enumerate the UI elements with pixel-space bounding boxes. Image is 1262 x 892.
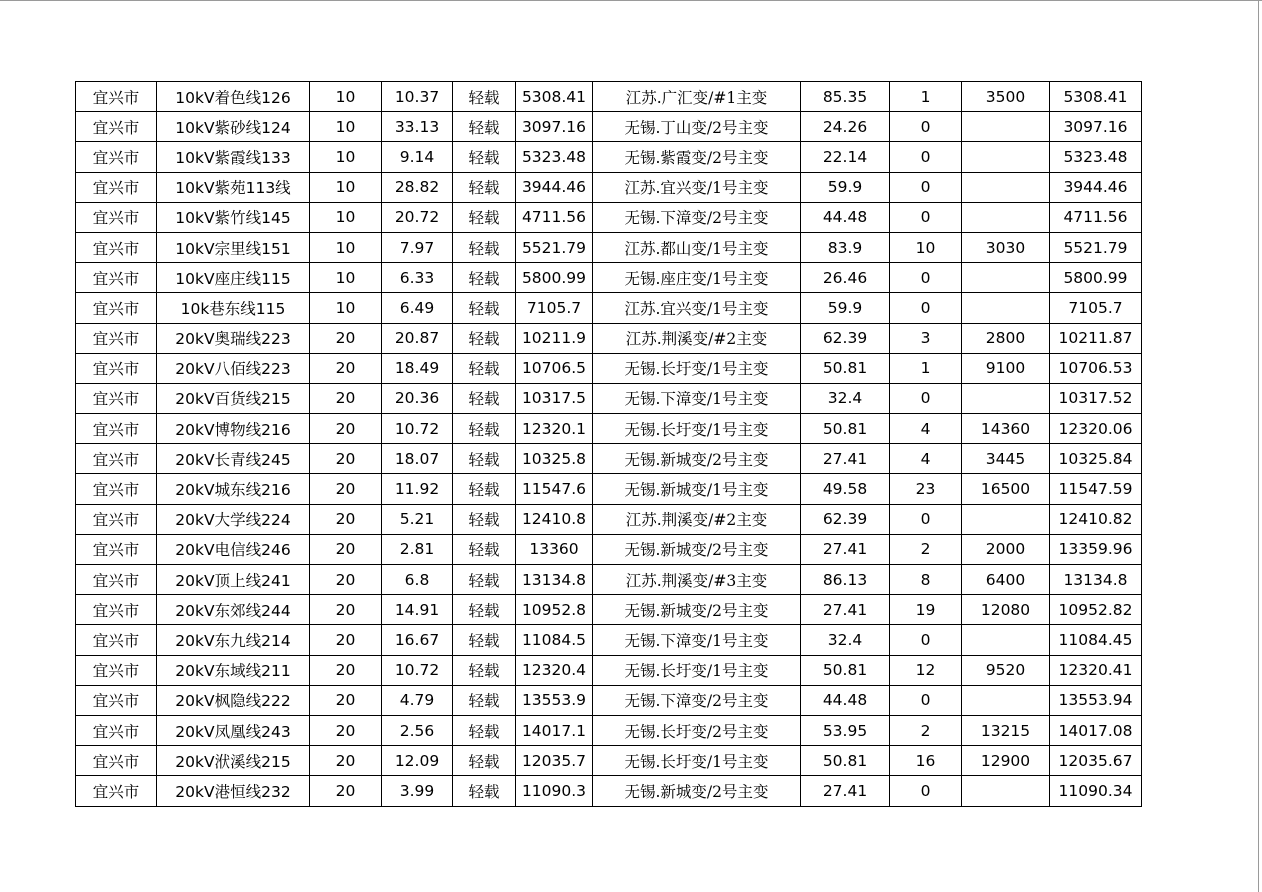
table-row <box>76 534 1142 564</box>
line-name-cell: 20kV东九线214 <box>157 625 310 655</box>
total-cell: 3097.16 <box>1050 112 1142 142</box>
load-rate-cell: 50.81 <box>801 655 890 685</box>
load-rate-cell: 83.9 <box>801 232 890 262</box>
table-row <box>76 625 1142 655</box>
total-cell: 5800.99 <box>1050 263 1142 293</box>
count-cell: 12 <box>890 655 962 685</box>
length-cell: 4.79 <box>382 685 453 715</box>
city-cell: 宜兴市 <box>76 142 157 172</box>
line-name-cell: 10kV着色线126 <box>157 82 310 112</box>
count-cell: 1 <box>890 82 962 112</box>
count-cell: 3 <box>890 323 962 353</box>
table-row <box>76 232 1142 262</box>
city-cell: 宜兴市 <box>76 595 157 625</box>
city-cell: 宜兴市 <box>76 625 157 655</box>
load-value-cell: 5521.79 <box>516 232 593 262</box>
table-body <box>76 82 1142 807</box>
load-rate-cell: 59.9 <box>801 293 890 323</box>
line-name-cell: 20kV凤凰线243 <box>157 715 310 745</box>
table-row <box>76 715 1142 745</box>
load-value-cell: 10952.8 <box>516 595 593 625</box>
total-cell: 13134.8 <box>1050 565 1142 595</box>
load-value-cell: 10211.9 <box>516 323 593 353</box>
city-cell: 宜兴市 <box>76 353 157 383</box>
load-rate-cell: 50.81 <box>801 746 890 776</box>
capacity-cell: 16500 <box>962 474 1050 504</box>
load-rate-cell: 27.41 <box>801 444 890 474</box>
length-cell: 10.72 <box>382 655 453 685</box>
line-name-cell: 20kV电信线246 <box>157 534 310 564</box>
length-cell: 3.99 <box>382 776 453 806</box>
load-status-cell: 轻载 <box>453 202 516 232</box>
table-row <box>76 202 1142 232</box>
substation-cell: 无锡.长圩变/1号主变 <box>593 655 801 685</box>
voltage-cell: 10 <box>310 82 382 112</box>
city-cell: 宜兴市 <box>76 202 157 232</box>
count-cell: 4 <box>890 414 962 444</box>
capacity-cell: 9100 <box>962 353 1050 383</box>
load-rate-cell: 27.41 <box>801 534 890 564</box>
table-row <box>76 444 1142 474</box>
substation-cell: 江苏.荆溪变/#3主变 <box>593 565 801 595</box>
line-name-cell: 20kV顶上线241 <box>157 565 310 595</box>
capacity-cell <box>962 263 1050 293</box>
line-name-cell: 20kV港恒线232 <box>157 776 310 806</box>
load-rate-cell: 27.41 <box>801 776 890 806</box>
voltage-cell: 20 <box>310 565 382 595</box>
total-cell: 4711.56 <box>1050 202 1142 232</box>
line-name-cell: 10kV宗里线151 <box>157 232 310 262</box>
table-row <box>76 82 1142 112</box>
total-cell: 10952.82 <box>1050 595 1142 625</box>
substation-cell: 江苏.荆溪变/#2主变 <box>593 504 801 534</box>
load-value-cell: 12320.4 <box>516 655 593 685</box>
line-name-cell: 20kV百货线215 <box>157 383 310 413</box>
load-status-cell: 轻载 <box>453 565 516 595</box>
city-cell: 宜兴市 <box>76 655 157 685</box>
length-cell: 10.72 <box>382 414 453 444</box>
count-cell: 0 <box>890 685 962 715</box>
load-value-cell: 13360 <box>516 534 593 564</box>
total-cell: 11084.45 <box>1050 625 1142 655</box>
capacity-cell: 3030 <box>962 232 1050 262</box>
voltage-cell: 20 <box>310 715 382 745</box>
count-cell: 0 <box>890 172 962 202</box>
city-cell: 宜兴市 <box>76 323 157 353</box>
substation-cell: 无锡.长圩变/2号主变 <box>593 715 801 745</box>
count-cell: 8 <box>890 565 962 595</box>
length-cell: 20.36 <box>382 383 453 413</box>
length-cell: 2.56 <box>382 715 453 745</box>
substation-cell: 江苏.都山变/1号主变 <box>593 232 801 262</box>
line-name-cell: 10kV紫苑113线 <box>157 172 310 202</box>
load-rate-cell: 26.46 <box>801 263 890 293</box>
capacity-cell: 12080 <box>962 595 1050 625</box>
length-cell: 6.8 <box>382 565 453 595</box>
line-name-cell: 20kV大学线224 <box>157 504 310 534</box>
feeder-load-table <box>75 81 1142 807</box>
load-value-cell: 10325.8 <box>516 444 593 474</box>
load-rate-cell: 59.9 <box>801 172 890 202</box>
load-status-cell: 轻载 <box>453 534 516 564</box>
load-value-cell: 12035.7 <box>516 746 593 776</box>
capacity-cell <box>962 625 1050 655</box>
load-value-cell: 10317.5 <box>516 383 593 413</box>
load-value-cell: 13553.9 <box>516 685 593 715</box>
capacity-cell: 13215 <box>962 715 1050 745</box>
substation-cell: 无锡.下漳变/1号主变 <box>593 625 801 655</box>
load-rate-cell: 44.48 <box>801 685 890 715</box>
capacity-cell <box>962 504 1050 534</box>
voltage-cell: 10 <box>310 142 382 172</box>
table-row <box>76 414 1142 444</box>
table-row <box>76 323 1142 353</box>
load-status-cell: 轻载 <box>453 82 516 112</box>
total-cell: 10317.52 <box>1050 383 1142 413</box>
substation-cell: 无锡.下漳变/1号主变 <box>593 383 801 413</box>
total-cell: 5308.41 <box>1050 82 1142 112</box>
line-name-cell: 20kV洑溪线215 <box>157 746 310 776</box>
count-cell: 2 <box>890 534 962 564</box>
length-cell: 9.14 <box>382 142 453 172</box>
load-status-cell: 轻载 <box>453 232 516 262</box>
total-cell: 10706.53 <box>1050 353 1142 383</box>
length-cell: 6.33 <box>382 263 453 293</box>
load-status-cell: 轻载 <box>453 293 516 323</box>
count-cell: 0 <box>890 625 962 655</box>
load-status-cell: 轻载 <box>453 172 516 202</box>
line-name-cell: 10kV紫竹线145 <box>157 202 310 232</box>
total-cell: 12035.67 <box>1050 746 1142 776</box>
substation-cell: 无锡.新城变/2号主变 <box>593 444 801 474</box>
voltage-cell: 20 <box>310 504 382 534</box>
city-cell: 宜兴市 <box>76 534 157 564</box>
count-cell: 2 <box>890 715 962 745</box>
load-status-cell: 轻载 <box>453 383 516 413</box>
total-cell: 5521.79 <box>1050 232 1142 262</box>
load-status-cell: 轻载 <box>453 444 516 474</box>
total-cell: 12410.82 <box>1050 504 1142 534</box>
line-name-cell: 10kV紫砂线124 <box>157 112 310 142</box>
total-cell: 5323.48 <box>1050 142 1142 172</box>
capacity-cell <box>962 202 1050 232</box>
count-cell: 0 <box>890 263 962 293</box>
load-value-cell: 5308.41 <box>516 82 593 112</box>
load-rate-cell: 62.39 <box>801 504 890 534</box>
city-cell: 宜兴市 <box>76 172 157 202</box>
substation-cell: 江苏.宜兴变/1号主变 <box>593 293 801 323</box>
voltage-cell: 20 <box>310 323 382 353</box>
load-rate-cell: 85.35 <box>801 82 890 112</box>
load-value-cell: 3097.16 <box>516 112 593 142</box>
total-cell: 10325.84 <box>1050 444 1142 474</box>
total-cell: 13359.96 <box>1050 534 1142 564</box>
table-row <box>76 776 1142 806</box>
substation-cell: 无锡.新城变/2号主变 <box>593 595 801 625</box>
load-value-cell: 5800.99 <box>516 263 593 293</box>
city-cell: 宜兴市 <box>76 474 157 504</box>
capacity-cell <box>962 142 1050 172</box>
load-value-cell: 7105.7 <box>516 293 593 323</box>
voltage-cell: 20 <box>310 685 382 715</box>
substation-cell: 无锡.长圩变/1号主变 <box>593 353 801 383</box>
count-cell: 1 <box>890 353 962 383</box>
voltage-cell: 20 <box>310 595 382 625</box>
substation-cell: 无锡.座庄变/1号主变 <box>593 263 801 293</box>
load-status-cell: 轻载 <box>453 112 516 142</box>
substation-cell: 江苏.广汇变/#1主变 <box>593 82 801 112</box>
table-row <box>76 504 1142 534</box>
length-cell: 7.97 <box>382 232 453 262</box>
load-status-cell: 轻载 <box>453 776 516 806</box>
count-cell: 4 <box>890 444 962 474</box>
load-status-cell: 轻载 <box>453 474 516 504</box>
line-name-cell: 20kV博物线216 <box>157 414 310 444</box>
voltage-cell: 20 <box>310 353 382 383</box>
length-cell: 5.21 <box>382 504 453 534</box>
total-cell: 13553.94 <box>1050 685 1142 715</box>
load-status-cell: 轻载 <box>453 595 516 625</box>
table-row <box>76 263 1142 293</box>
capacity-cell: 12900 <box>962 746 1050 776</box>
voltage-cell: 10 <box>310 263 382 293</box>
voltage-cell: 20 <box>310 655 382 685</box>
total-cell: 11547.59 <box>1050 474 1142 504</box>
line-name-cell: 20kV东域线211 <box>157 655 310 685</box>
substation-cell: 无锡.长圩变/1号主变 <box>593 414 801 444</box>
voltage-cell: 20 <box>310 414 382 444</box>
voltage-cell: 20 <box>310 444 382 474</box>
count-cell: 0 <box>890 504 962 534</box>
length-cell: 20.72 <box>382 202 453 232</box>
table-row <box>76 383 1142 413</box>
load-status-cell: 轻载 <box>453 655 516 685</box>
total-cell: 12320.06 <box>1050 414 1142 444</box>
load-rate-cell: 32.4 <box>801 383 890 413</box>
voltage-cell: 20 <box>310 383 382 413</box>
length-cell: 11.92 <box>382 474 453 504</box>
load-rate-cell: 22.14 <box>801 142 890 172</box>
city-cell: 宜兴市 <box>76 112 157 142</box>
load-rate-cell: 86.13 <box>801 565 890 595</box>
capacity-cell: 2000 <box>962 534 1050 564</box>
load-status-cell: 轻载 <box>453 323 516 353</box>
table-row <box>76 293 1142 323</box>
load-rate-cell: 53.95 <box>801 715 890 745</box>
capacity-cell <box>962 383 1050 413</box>
voltage-cell: 10 <box>310 112 382 142</box>
substation-cell: 江苏.宜兴变/1号主变 <box>593 172 801 202</box>
table-row <box>76 172 1142 202</box>
city-cell: 宜兴市 <box>76 504 157 534</box>
capacity-cell: 6400 <box>962 565 1050 595</box>
total-cell: 11090.34 <box>1050 776 1142 806</box>
line-name-cell: 10kV紫霞线133 <box>157 142 310 172</box>
substation-cell: 无锡.长圩变/1号主变 <box>593 746 801 776</box>
length-cell: 18.07 <box>382 444 453 474</box>
load-rate-cell: 50.81 <box>801 353 890 383</box>
table-row <box>76 474 1142 504</box>
voltage-cell: 20 <box>310 746 382 776</box>
count-cell: 0 <box>890 293 962 323</box>
table-row <box>76 112 1142 142</box>
load-rate-cell: 49.58 <box>801 474 890 504</box>
count-cell: 0 <box>890 383 962 413</box>
voltage-cell: 20 <box>310 625 382 655</box>
length-cell: 33.13 <box>382 112 453 142</box>
load-rate-cell: 44.48 <box>801 202 890 232</box>
count-cell: 0 <box>890 112 962 142</box>
load-status-cell: 轻载 <box>453 715 516 745</box>
load-value-cell: 5323.48 <box>516 142 593 172</box>
city-cell: 宜兴市 <box>76 776 157 806</box>
city-cell: 宜兴市 <box>76 746 157 776</box>
city-cell: 宜兴市 <box>76 414 157 444</box>
length-cell: 16.67 <box>382 625 453 655</box>
length-cell: 14.91 <box>382 595 453 625</box>
total-cell: 7105.7 <box>1050 293 1142 323</box>
line-name-cell: 20kV奥瑞线223 <box>157 323 310 353</box>
substation-cell: 无锡.下漳变/2号主变 <box>593 202 801 232</box>
voltage-cell: 20 <box>310 534 382 564</box>
load-value-cell: 12410.8 <box>516 504 593 534</box>
length-cell: 18.49 <box>382 353 453 383</box>
capacity-cell <box>962 293 1050 323</box>
load-value-cell: 4711.56 <box>516 202 593 232</box>
city-cell: 宜兴市 <box>76 82 157 112</box>
total-cell: 14017.08 <box>1050 715 1142 745</box>
count-cell: 0 <box>890 776 962 806</box>
capacity-cell <box>962 685 1050 715</box>
substation-cell: 无锡.丁山变/2号主变 <box>593 112 801 142</box>
length-cell: 12.09 <box>382 746 453 776</box>
load-status-cell: 轻载 <box>453 504 516 534</box>
count-cell: 10 <box>890 232 962 262</box>
substation-cell: 江苏.荆溪变/#2主变 <box>593 323 801 353</box>
load-status-cell: 轻载 <box>453 625 516 655</box>
total-cell: 12320.41 <box>1050 655 1142 685</box>
table-row <box>76 142 1142 172</box>
load-rate-cell: 62.39 <box>801 323 890 353</box>
total-cell: 3944.46 <box>1050 172 1142 202</box>
line-name-cell: 20kV长青线245 <box>157 444 310 474</box>
city-cell: 宜兴市 <box>76 383 157 413</box>
length-cell: 20.87 <box>382 323 453 353</box>
length-cell: 6.49 <box>382 293 453 323</box>
load-value-cell: 11084.5 <box>516 625 593 655</box>
substation-cell: 无锡.新城变/2号主变 <box>593 776 801 806</box>
total-cell: 10211.87 <box>1050 323 1142 353</box>
city-cell: 宜兴市 <box>76 293 157 323</box>
capacity-cell: 14360 <box>962 414 1050 444</box>
capacity-cell: 3500 <box>962 82 1050 112</box>
load-value-cell: 11090.3 <box>516 776 593 806</box>
capacity-cell: 2800 <box>962 323 1050 353</box>
load-status-cell: 轻载 <box>453 685 516 715</box>
capacity-cell: 9520 <box>962 655 1050 685</box>
voltage-cell: 10 <box>310 293 382 323</box>
city-cell: 宜兴市 <box>76 715 157 745</box>
load-value-cell: 13134.8 <box>516 565 593 595</box>
capacity-cell <box>962 172 1050 202</box>
table-row <box>76 595 1142 625</box>
capacity-cell <box>962 776 1050 806</box>
voltage-cell: 10 <box>310 172 382 202</box>
substation-cell: 无锡.下漳变/2号主变 <box>593 685 801 715</box>
table-row <box>76 565 1142 595</box>
table-row <box>76 655 1142 685</box>
load-status-cell: 轻载 <box>453 353 516 383</box>
substation-cell: 无锡.新城变/2号主变 <box>593 534 801 564</box>
load-status-cell: 轻载 <box>453 142 516 172</box>
load-rate-cell: 27.41 <box>801 595 890 625</box>
load-value-cell: 12320.1 <box>516 414 593 444</box>
city-cell: 宜兴市 <box>76 263 157 293</box>
city-cell: 宜兴市 <box>76 444 157 474</box>
load-rate-cell: 32.4 <box>801 625 890 655</box>
load-value-cell: 14017.1 <box>516 715 593 745</box>
count-cell: 0 <box>890 142 962 172</box>
count-cell: 19 <box>890 595 962 625</box>
load-rate-cell: 50.81 <box>801 414 890 444</box>
load-value-cell: 10706.5 <box>516 353 593 383</box>
load-status-cell: 轻载 <box>453 746 516 776</box>
length-cell: 2.81 <box>382 534 453 564</box>
count-cell: 16 <box>890 746 962 776</box>
substation-cell: 无锡.新城变/1号主变 <box>593 474 801 504</box>
line-name-cell: 10kV座庄线115 <box>157 263 310 293</box>
table-row <box>76 685 1142 715</box>
page-right-edge <box>1258 0 1259 892</box>
voltage-cell: 20 <box>310 776 382 806</box>
load-rate-cell: 24.26 <box>801 112 890 142</box>
substation-cell: 无锡.紫霞变/2号主变 <box>593 142 801 172</box>
load-value-cell: 3944.46 <box>516 172 593 202</box>
load-value-cell: 11547.6 <box>516 474 593 504</box>
line-name-cell: 20kV枫隐线222 <box>157 685 310 715</box>
load-status-cell: 轻载 <box>453 414 516 444</box>
count-cell: 0 <box>890 202 962 232</box>
voltage-cell: 10 <box>310 232 382 262</box>
line-name-cell: 10k巷东线115 <box>157 293 310 323</box>
table-row <box>76 746 1142 776</box>
length-cell: 28.82 <box>382 172 453 202</box>
voltage-cell: 20 <box>310 474 382 504</box>
city-cell: 宜兴市 <box>76 565 157 595</box>
length-cell: 10.37 <box>382 82 453 112</box>
line-name-cell: 20kV八佰线223 <box>157 353 310 383</box>
voltage-cell: 10 <box>310 202 382 232</box>
capacity-cell: 3445 <box>962 444 1050 474</box>
line-name-cell: 20kV东郊线244 <box>157 595 310 625</box>
count-cell: 23 <box>890 474 962 504</box>
capacity-cell <box>962 112 1050 142</box>
page-top-edge <box>0 0 1262 1</box>
city-cell: 宜兴市 <box>76 232 157 262</box>
table-row <box>76 353 1142 383</box>
city-cell: 宜兴市 <box>76 685 157 715</box>
line-name-cell: 20kV城东线216 <box>157 474 310 504</box>
load-status-cell: 轻载 <box>453 263 516 293</box>
